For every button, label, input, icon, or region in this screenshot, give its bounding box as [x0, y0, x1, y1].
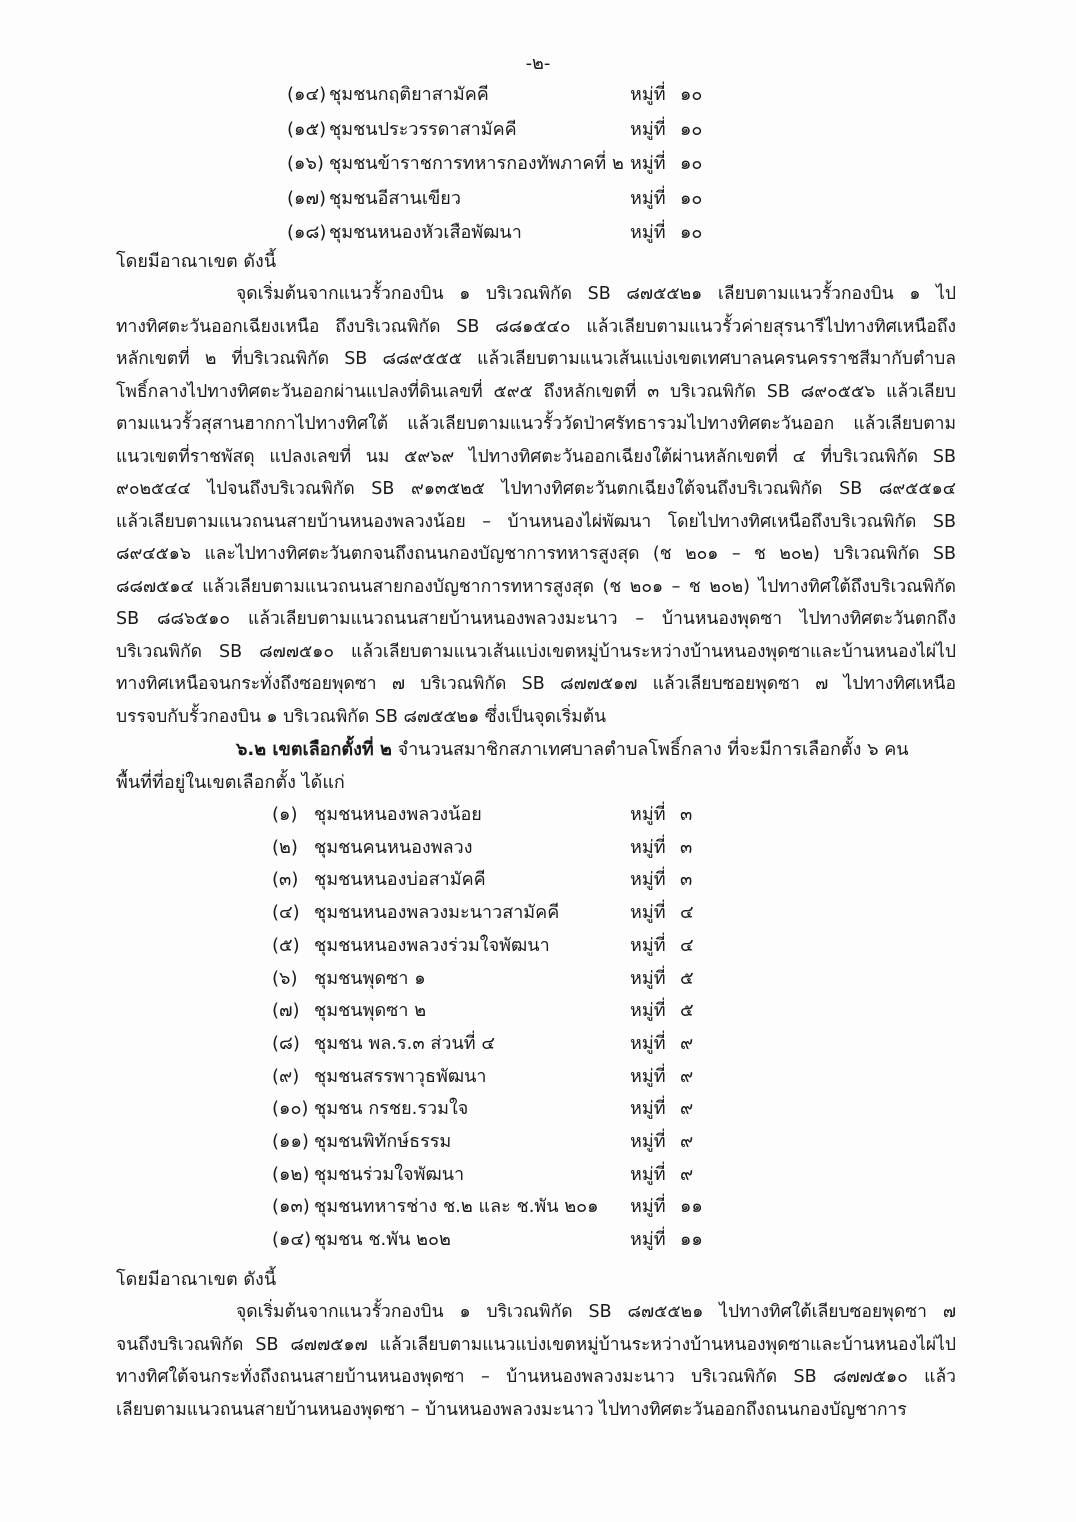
paragraph-line: ทางทิศใต้จนกระทั่งถึงถนนสายบ้านหนองพุดซา – บ้านหนองพลวงมะนาว บริเวณพิกัด SB ๘๗๗๕๑๐ แล้ว: [116, 1367, 956, 1387]
boundary-heading-2: โดยมีอาณาเขต ดังนี้: [116, 1269, 277, 1290]
community-name: ชุมชนสรรพาวุธพัฒนา: [314, 1065, 487, 1087]
village-number: ๙: [680, 1065, 694, 1087]
community-name: ชุมชนหนองหัวเสือพัฒนา: [329, 222, 522, 243]
village-number: ๓: [680, 804, 693, 825]
community-number: (๒): [272, 836, 298, 858]
paragraph-line: หลักเขตที่ ๒ ที่บริเวณพิกัด SB ๘๘๙๕๕๕ แล้วเลียบตามแนวเส้นแบ่งเขตเทศบาลนครนครราชสีมากับตำบล: [116, 349, 956, 369]
village-number: ๑๐: [680, 118, 703, 140]
community-number: (๑๗): [287, 187, 327, 209]
village-label: หมู่ที่: [630, 967, 666, 989]
page-number: -๒-: [525, 53, 551, 74]
village-number: ๑๐: [680, 153, 703, 174]
community-number: (๑๕): [287, 118, 327, 140]
village-label: หมู่ที่: [630, 902, 666, 924]
community-row: [287, 80, 740, 110]
community-name: ชุมชน กรชย.รวมใจ: [314, 1098, 469, 1120]
village-label: หมู่ที่: [630, 869, 666, 891]
community-row: [287, 218, 740, 248]
community-row: [272, 931, 740, 961]
community-number: (๑): [272, 804, 298, 825]
community-row: [272, 1029, 740, 1059]
community-name: ชุมชนพิทักษ์ธรรม: [314, 1131, 452, 1152]
paragraph-line: บริเวณพิกัด SB ๘๗๗๕๑๐ แล้วเลียบตามแนวเส้นแบ่งเขตหมู่บ้านระหว่างบ้านหนองพุดซาและบ้านหนองไผ่ไป: [116, 641, 956, 662]
village-number: ๑๑: [680, 1196, 703, 1218]
community-row: [272, 996, 740, 1026]
community-name: ชุมชนคนหนองพลวง: [314, 836, 473, 858]
paragraph-line: จนถึงบริเวณพิกัด SB ๘๗๗๕๑๗ แล้วเลียบตามแนวแบ่งเขตหมู่บ้านระหว่างบ้านหนองพุดซาและบ้านหนองไผ่ไป: [116, 1334, 956, 1355]
community-row: [272, 1094, 740, 1124]
village-number: ๔: [680, 902, 694, 924]
community-row: [272, 865, 740, 895]
community-row: [272, 800, 740, 830]
village-number: ๓: [680, 869, 693, 891]
community-name: ชุมชนประวรรดาสามัคคี: [329, 118, 517, 140]
community-name: ชุมชนกฤติยาสามัคคี: [329, 84, 489, 105]
village-label: หมู่ที่: [630, 187, 666, 209]
community-row: [272, 1192, 740, 1222]
village-number: ๑๐: [680, 222, 703, 243]
community-name: ชุมชนหนองพลวงน้อย: [314, 804, 482, 825]
village-number: ๙: [680, 1098, 694, 1120]
community-row: [287, 184, 740, 214]
village-label: หมู่ที่: [630, 153, 666, 174]
community-name: ชุมชนพุดซา ๒: [314, 1000, 427, 1022]
paragraph-line: ๘๘๗๕๑๔ แล้วเลียบตามแนวถนนสายกองบัญชาการทหารสูงสุด (ช ๒๐๑ – ช ๒๐๒) ไปทางทิศใต้ถึงบริเวณพิกัด: [116, 576, 956, 597]
village-label: หมู่ที่: [630, 1131, 666, 1152]
village-label: หมู่ที่: [630, 1065, 666, 1087]
paragraph-line: แนวเขตที่ราชพัสดุ แปลงเลขที่ นม ๕๙๖๙ ไปทางทิศตะวันออกเฉียงใต้ผ่านหลักเขตที่ ๔ ที่บริเวณพิกัด SB: [116, 446, 956, 467]
community-row: [272, 833, 740, 863]
community-number: (๑๘): [287, 222, 327, 243]
village-label: หมู่ที่: [630, 836, 666, 858]
paragraph-line: SB ๘๘๖๕๑๐ แล้วเลียบตามแนวถนนสายบ้านหนองพลวงมะนาว – บ้านหนองพุดซา ไปทางทิศตะวันตกถึง: [116, 609, 956, 629]
village-label: หมู่ที่: [630, 1098, 666, 1120]
village-number: ๕: [680, 1000, 694, 1022]
community-number: (๑๐): [272, 1098, 309, 1120]
village-label: หมู่ที่: [630, 804, 666, 825]
village-label: หมู่ที่: [630, 1032, 666, 1054]
community-name: ชุมชนร่วมใจพัฒนา: [314, 1163, 465, 1185]
community-name: ชุมชนอีสานเขียว: [329, 187, 461, 209]
community-number: (๕): [272, 934, 300, 956]
community-name: ชุมชนทหารช่าง ช.๒ และ ช.พัน ๒๐๑: [314, 1196, 599, 1218]
community-number: (๖): [272, 967, 298, 989]
community-name: ชุมชนหนองพลวงมะนาวสามัคคี: [314, 902, 560, 924]
paragraph-line: โพธิ์กลางไปทางทิศตะวันออกผ่านแปลงที่ดินเลขที่ ๕๙๕ ถึงหลักเขตที่ ๓ บริเวณพิกัด SB ๘๙๐๕๕๖ แล้วเลียบ: [116, 381, 956, 402]
paragraph-line: จุดเริ่มต้นจากแนวรั้วกองบิน ๑ บริเวณพิกัด SB ๘๗๕๕๒๑ ไปทางทิศใต้เลียบซอยพุดซา ๗: [236, 1302, 956, 1322]
village-label: หมู่ที่: [630, 84, 666, 105]
community-number: (๑๖): [287, 153, 324, 174]
community-row: [272, 1225, 740, 1255]
village-number: ๔: [680, 934, 694, 956]
community-number: (๗): [272, 1000, 300, 1022]
community-name: ชุมชนพุดซา ๑: [314, 967, 426, 989]
village-label: หมู่ที่: [630, 1163, 666, 1185]
village-number: ๓: [680, 836, 693, 858]
zone2-heading: [236, 735, 909, 765]
paragraph-line: แล้วเลียบตามแนวถนนสายบ้านหนองพลวงน้อย – บ้านหนองไผ่พัฒนา โดยไปทางทิศเหนือถึงบริเวณพิกัด SB: [116, 511, 956, 532]
village-number: ๑๐: [680, 84, 703, 105]
paragraph-line: จุดเริ่มต้นจากแนวรั้วกองบิน ๑ บริเวณพิกัด SB ๘๗๕๕๒๑ เลียบตามแนวรั้วกองบิน ๑ ไป: [236, 284, 956, 304]
paragraph-line: ๙๐๒๕๔๔ ไปจนถึงบริเวณพิกัด SB ๙๑๓๕๒๕ ไปทางทิศตะวันตกเฉียงใต้จนถึงบริเวณพิกัด SB ๘๙๕๕๑๔: [116, 479, 956, 499]
paragraph-line: ทางทิศตะวันออกเฉียงเหนือ ถึงบริเวณพิกัด SB ๘๘๑๕๔๐ แล้วเลียบตามแนวรั้วค่ายสุรนารีไปทางทิศเหนือถึง: [116, 316, 956, 337]
community-row: [272, 964, 740, 994]
community-number: (๔): [272, 902, 300, 924]
village-label: หมู่ที่: [630, 934, 666, 956]
village-label: หมู่ที่: [630, 1000, 666, 1022]
zone2-text: จำนวนสมาชิกสภาเทศบาลตำบลโพธิ์กลาง ที่จะมีการเลือกตั้ง ๖ คน: [397, 739, 909, 760]
community-name: ชุมชน ช.พัน ๒๐๒: [314, 1229, 451, 1251]
community-row: [272, 898, 740, 928]
community-row: [272, 1062, 740, 1092]
boundary-heading-1: โดยมีอาณาเขต ดังนี้: [116, 251, 277, 272]
community-number: (๘): [272, 1032, 300, 1054]
village-label: หมู่ที่: [630, 222, 666, 243]
community-name: ชุมชน พล.ร.๓ ส่วนที่ ๔: [314, 1032, 495, 1054]
village-number: ๕: [680, 967, 694, 989]
paragraph-line: ทางทิศเหนือจนกระทั่งถึงซอยพุดซา ๗ บริเวณพิกัด SB ๘๗๗๕๑๗ แล้วเลียบซอยพุดซา ๗ ไปทางทิศเหนือ: [116, 674, 956, 694]
paragraph-line: ตามแนวรั้วสุสานฮากกาไปทางทิศใต้ แล้วเลียบตามแนวรั้ววัดป่าศรัทธารวมไปทางทิศตะวันออก แล้วเลียบตาม: [116, 414, 956, 434]
village-label: หมู่ที่: [630, 118, 666, 140]
community-name: ชุมชนหนองพลวงร่วมใจพัฒนา: [314, 934, 550, 956]
community-row: [287, 149, 740, 179]
village-label: หมู่ที่: [630, 1196, 666, 1218]
zone2-area-line: พื้นที่ที่อยู่ในเขตเลือกตั้ง ได้แก่: [116, 772, 345, 793]
village-number: ๑๐: [680, 187, 703, 209]
village-number: ๙: [680, 1131, 694, 1152]
zone2-title: ๖.๒ เขตเลือกตั้งที่ ๒: [236, 739, 392, 760]
village-number: ๑๑: [680, 1229, 703, 1251]
community-number: (๑๓): [272, 1196, 310, 1218]
paragraph-line: ๘๙๔๕๑๖ และไปทางทิศตะวันตกจนถึงถนนกองบัญชาการทหารสูงสุด (ช ๒๐๑ – ช ๒๐๒) บริเวณพิกัด SB: [116, 544, 956, 564]
community-number: (๑๑): [272, 1131, 309, 1152]
village-number: ๙: [680, 1163, 694, 1185]
community-number: (๙): [272, 1065, 300, 1087]
community-number: (๑๔): [287, 84, 327, 105]
community-name: ชุมชนข้าราชการทหารกองทัพภาคที่ ๒: [329, 153, 624, 174]
community-number: (๓): [272, 869, 299, 891]
community-number: (๑๔): [272, 1229, 312, 1251]
community-row: [272, 1127, 740, 1157]
paragraph-line: บรรจบกับรั้วกองบิน ๑ บริเวณพิกัด SB ๘๗๕๕๒๑ ซึ่งเป็นจุดเริ่มต้น: [116, 706, 607, 727]
community-number: (๑๒): [272, 1163, 310, 1185]
community-name: ชุมชนหนองบ่อสามัคคี: [314, 869, 486, 891]
village-number: ๙: [680, 1032, 694, 1054]
paragraph-line: เลียบตามแนวถนนสายบ้านหนองพุดซา – บ้านหนองพลวงมะนาว ไปทางทิศตะวันออกถึงถนนกองบัญชาการ: [116, 1399, 907, 1420]
community-row: [272, 1160, 740, 1190]
village-label: หมู่ที่: [630, 1229, 666, 1251]
community-row: [287, 115, 740, 145]
